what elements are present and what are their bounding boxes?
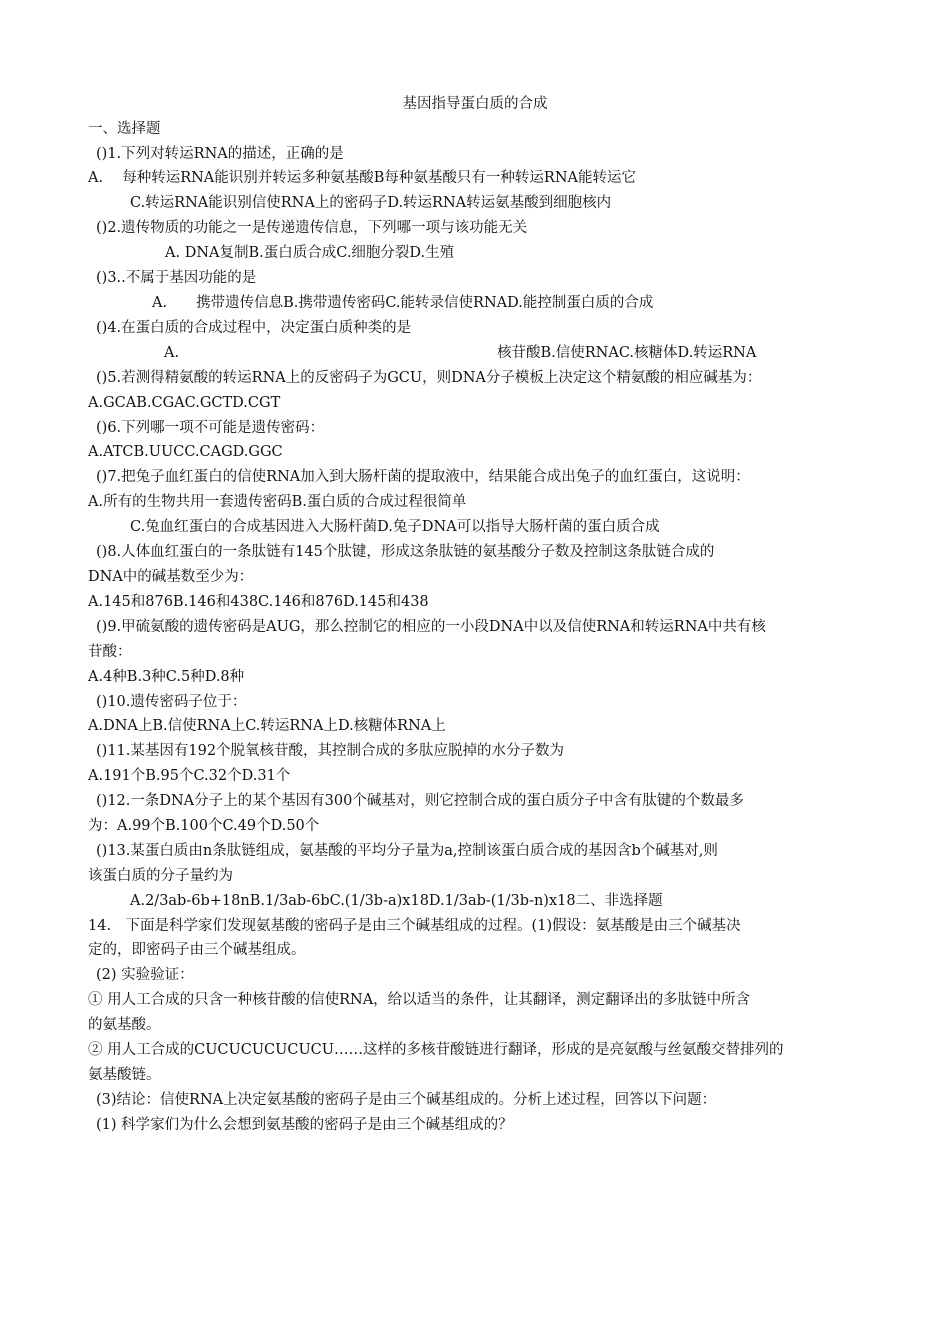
question-9: ()9.甲硫氨酸的遗传密码是AUG，那么控制它的相应的一小段DNA中以及信使RNA和转运RNA中共有核	[96, 619, 766, 635]
q1-options-ab: A. 每种转运RNA能识别并转运多种氨基酸B每种氨基酸只有一种转运RNA能转运它	[88, 170, 636, 186]
question-6: ()6.下列哪一项不可能是遗传密码：	[96, 420, 325, 436]
q12-options: 为：A.99个B.100个C.49个D.50个	[88, 818, 320, 834]
q14-experiment-1: ① 用人工合成的只含一种核苷酸的信使RNA，给以适当的条件，让其翻译，测定翻译出的多肽链中所含	[88, 992, 751, 1008]
question-13: ()13.某蛋白质由n条肽链组成，氨基酸的平均分子量为a,控制该蛋白质合成的基因含b个碱基对,则	[96, 843, 718, 859]
question-9-cont: 苷酸：	[88, 644, 132, 660]
question-10: ()10.遗传密码子位于：	[96, 694, 247, 710]
question-8-cont: DNA中的碱基数至少为：	[88, 569, 254, 585]
q8-options: A.145和876B.146和438C.146和876D.145和438	[88, 594, 429, 610]
q2-options: A. DNA复制B.蛋白质合成C.细胞分裂D.生殖	[165, 245, 455, 261]
q7-options-ab: A.所有的生物共用一套遗传密码B.蛋白质的合成过程很简单	[88, 494, 467, 510]
question-5: ()5.若测得精氨酸的转运RNA上的反密码子为GCU，则DNA分子模板上决定这个精氨酸的相应碱基为：	[96, 370, 762, 386]
q11-options: A.191个B.95个C.32个D.31个	[88, 768, 291, 784]
q14-step-2: (2) 实验验证：	[96, 967, 194, 983]
q1-options-cd: C.转运RNA能识别信使RNA上的密码子D.转运RNA转运氨基酸到细胞核内	[130, 195, 612, 211]
q4-option-a-label: A.	[164, 345, 180, 361]
q14-subquestion-1: (1) 科学家们为什么会想到氨基酸的密码子是由三个碱基组成的？	[96, 1117, 513, 1133]
q10-options: A.DNA上B.信使RNA上C.转运RNA上D.核糖体RNA上	[88, 718, 446, 734]
question-11: ()11.某基因有192个脱氧核苷酸，其控制合成的多肽应脱掉的水分子数为	[96, 743, 565, 759]
q7-options-cd: C.兔血红蛋白的合成基因进入大肠杆菌D.兔子DNA可以指导大肠杆菌的蛋白质合成	[130, 519, 660, 535]
question-14-cont: 定的，即密码子由三个碱基组成。	[88, 942, 306, 958]
question-14: 14. 下面是科学家们发现氨基酸的密码子是由三个碱基组成的过程。(1)假设：氨基酸是由三个碱基决	[88, 918, 741, 934]
page-title: 基因指导蛋白质的合成	[402, 96, 548, 112]
q14-experiment-2-cont: 氨基酸链。	[88, 1067, 161, 1083]
question-2: ()2.遗传物质的功能之一是传递遗传信息，下列哪一项与该功能无关	[96, 220, 528, 236]
question-12: ()12.一条DNA分子上的某个基因有300个碱基对，则它控制合成的蛋白质分子中含有肽键的个数最多	[96, 793, 744, 809]
q4-options: 核苷酸B.信使RNAC.核糖体D.转运RNA	[497, 345, 757, 361]
q3-options: A. 携带遗传信息B.携带遗传密码C.能转录信使RNAD.能控制蛋白质的合成	[152, 295, 654, 311]
q9-options: A.4种B.3种C.5种D.8种	[88, 669, 245, 685]
q14-experiment-2: ② 用人工合成的CUCUCUCUCUCU……这样的多核苷酸链进行翻译，形成的是亮氨酸与丝氨酸交替排列的	[88, 1042, 784, 1058]
question-8: ()8.人体血红蛋白的一条肽链有145个肽键，形成这条肽链的氨基酸分子数及控制这条肽链合成的	[96, 544, 715, 560]
q5-options: A.GCAB.CGAC.GCTD.CGT	[88, 395, 281, 411]
question-1: ()1.下列对转运RNA的描述，正确的是	[96, 146, 344, 162]
section-heading: 一、选择题	[88, 121, 161, 137]
question-3: ()3..不属于基因功能的是	[96, 270, 257, 286]
q14-experiment-1-cont: 的氨基酸。	[88, 1017, 161, 1033]
question-4: ()4.在蛋白质的合成过程中，决定蛋白质种类的是	[96, 320, 412, 336]
q14-conclusion: (3)结论：信使RNA上决定氨基酸的密码子是由三个碱基组成的。分析上述过程，回答以下问题：	[96, 1092, 717, 1108]
q13-options: A.2/3ab-6b+18nB.1/3ab-6bC.(1/3b-a)x18D.1/3ab-(1/3b-n)x18二、非选择题	[130, 893, 663, 909]
question-7: ()7.把兔子血红蛋白的信使RNA加入到大肠杆菌的提取液中，结果能合成出兔子的血红蛋白，这说明：	[96, 469, 750, 485]
question-13-cont: 该蛋白质的分子量约为	[88, 868, 233, 884]
q6-options: A.ATCB.UUCC.CAGD.GGC	[88, 444, 283, 460]
